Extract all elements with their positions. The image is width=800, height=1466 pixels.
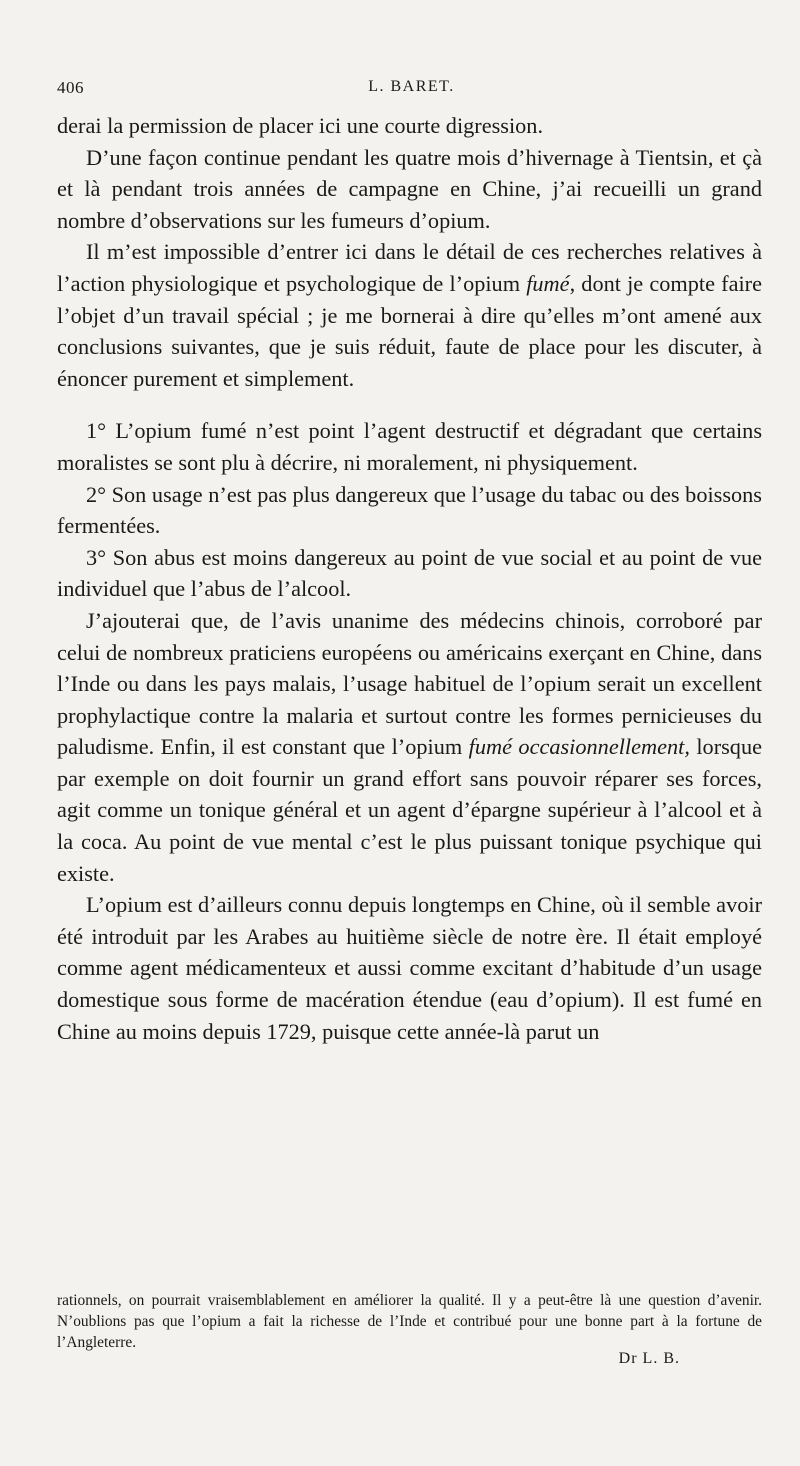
italic-term: fumé occasionnellement, [468, 734, 690, 760]
running-head: L. BARET. [368, 78, 455, 95]
main-text [57, 110, 762, 1047]
paragraph-research [57, 236, 762, 394]
footnote-signature: Dr L. B. [618, 1350, 680, 1367]
paragraph-text: , dont je compte faire l’objet d’un travail spécial ; je me bornerai à dire qu’elles m’ont amené aux conclusions suivantes, que je suis réduit, faute de place pour les discuter, à énoncer purement et simplement. [57, 270, 762, 391]
italic-term: fumé [526, 270, 570, 296]
paragraph-text: J’ajouterai que, de l’avis unanime des médecins chinois, corroboré par celui de nombreux praticiens européens ou américains exerçant en Chine, dans l’Inde ou dans les pays malais, l’usage habituel de l’opium serait un excellent prophylactique contre la malaria et surtout contre les formes pernicieuses du paludisme. Enfin, il est constant que l’opium [57, 607, 762, 760]
conclusion-1: 1° L’opium fumé n’est point l’agent destructif et dégradant que certains moralistes se sont plu à décrire, ni moralement, ni physiquement. [57, 418, 762, 475]
paragraph-medical [57, 605, 762, 889]
paragraph-continuation: derai la permission de placer ici une courte digression. [57, 113, 544, 138]
footnote-text: rationnels, on pourrait vraisemblablement en améliorer la qualité. Il y a peut-être là une question d’avenir. N’oublions pas que l’opium a fait la richesse de l’Inde et contribué pour une bonne part à la fortune de l’Angleterre. [57, 1292, 762, 1351]
conclusion-3: 3° Son abus est moins dangereux au point de vue social et au point de vue individuel que l’abus de l’alcool. [57, 544, 762, 602]
footnote [57, 1290, 762, 1353]
paragraph-text: lorsque par exemple on doit fournir un grand effort sans pouvoir réparer ses forces, agit comme un tonique général et un agent d’épargne supérieur à l’alcool et à la coca. Au point de vue mental c’est le plus puissant tonique psychique qui existe. [57, 734, 762, 886]
page-number: 406 [57, 78, 84, 97]
page-header [57, 78, 766, 102]
paragraph-tientsin: D’une façon continue pendant les quatre mois d’hivernage à Tientsin, et çà et là pendant trois années de campagne en Chine, j’ai recueilli un grand nombre d’observations sur les fumeurs d’opium. [57, 144, 762, 233]
paragraph-text: Il m’est impossible d’entrer ici dans le détail de ces recherches relatives à l’action physiologique et psychologique de l’opium [57, 239, 762, 296]
paragraph-history: L’opium est d’ailleurs connu depuis longtemps en Chine, où il semble avoir été introduit par les Arabes au huitième siècle de notre ère. Il était employé comme agent médicamenteux et aussi comme excitant d’habitude d’un usage domestique sous forme de macération étendue (eau d’opium). Il est fumé en Chine au moins depuis 1729, puisque cette année-là parut un [57, 892, 762, 1044]
conclusion-2: 2° Son usage n’est pas plus dangereux que l’usage du tabac ou des boissons fermentées. [57, 481, 762, 539]
